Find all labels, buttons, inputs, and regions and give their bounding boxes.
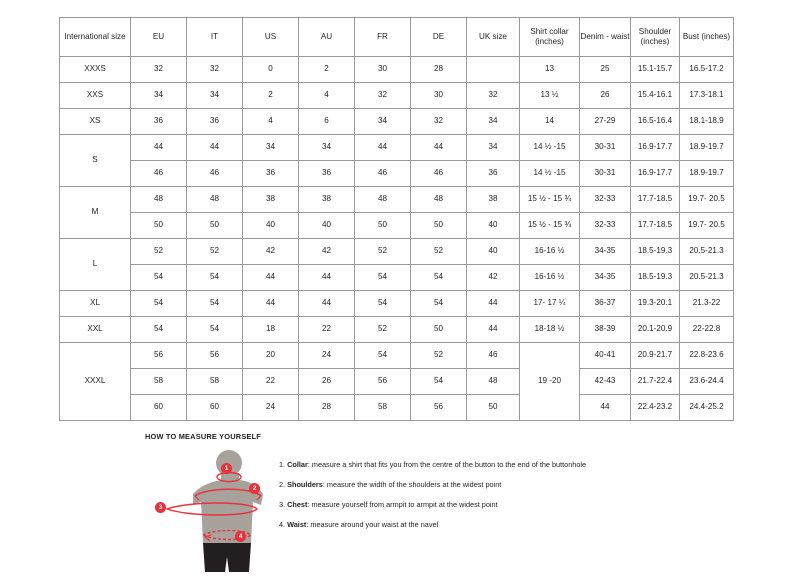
cell-it: 44 [187,135,243,161]
cell-uk: 42 [467,265,520,291]
cell-fr: 52 [355,317,411,343]
step-number: 4. [279,520,286,530]
column-header-de: DE [411,18,467,57]
cell-denim: 32-33 [580,187,631,213]
cell-au: 22 [299,317,355,343]
cell-uk [467,57,520,83]
size-label-cell: M [60,187,131,239]
cell-de: 30 [411,83,467,109]
cell-uk: 34 [467,109,520,135]
cell-it: 58 [187,369,243,395]
cell-it: 54 [187,291,243,317]
table-row [60,213,734,239]
column-header-au: AU [299,18,355,57]
cell-shoulder: 15.4-16.1 [631,83,680,109]
cell-us: 34 [243,135,299,161]
cell-denim: 25 [580,57,631,83]
cell-bust: 18.9-19.7 [680,135,734,161]
column-header-shirt-collar: Shirt collar (inches) [520,18,580,57]
cell-us: 2 [243,83,299,109]
cell-collar: 16-16 ½ [520,239,580,265]
cell-us: 36 [243,161,299,187]
cell-au: 6 [299,109,355,135]
list-item [279,481,586,489]
cell-au: 28 [299,395,355,421]
step-label: Shoulders [287,480,323,490]
step-text: : measure a shirt that fits you from the centre of the button to the end of the buttonhole [307,460,587,469]
cell-de: 28 [411,57,467,83]
cell-au: 2 [299,57,355,83]
cell-bust: 21.3-22 [680,291,734,317]
cell-collar: 15 ½ - 15 ¾ [520,213,580,239]
cell-de: 50 [411,213,467,239]
cell-collar: 15 ½ - 15 ¾ [520,187,580,213]
column-header-eu: EU [131,18,187,57]
cell-fr: 54 [355,343,411,369]
cell-au: 34 [299,135,355,161]
cell-it: 54 [187,317,243,343]
cell-us: 44 [243,291,299,317]
size-label-cell: XL [60,291,131,317]
cell-denim: 44 [580,395,631,421]
table-row [60,343,734,369]
cell-de: 48 [411,187,467,213]
cell-fr: 58 [355,395,411,421]
step-number: 1. [279,460,286,469]
cell-de: 56 [411,395,467,421]
cell-au: 4 [299,83,355,109]
cell-eu: 36 [131,109,187,135]
cell-fr: 46 [355,161,411,187]
size-label-cell: XXXL [60,343,131,421]
marker-3-chest: 3 [155,502,166,513]
column-header-shoulder: Shoulder (inches) [631,18,680,57]
column-header-fr: FR [355,18,411,57]
cell-de: 54 [411,291,467,317]
cell-bust: 20.5-21.3 [680,239,734,265]
cell-us: 18 [243,317,299,343]
table-row [60,135,734,161]
table-row [60,57,734,83]
cell-bust: 19.7- 20.5 [680,187,734,213]
cell-fr: 56 [355,369,411,395]
cell-collar: 13 [520,57,580,83]
cell-us: 24 [243,395,299,421]
cell-eu: 50 [131,213,187,239]
table-row [60,265,734,291]
marker-2-shoulders: 2 [249,483,260,494]
cell-it: 48 [187,187,243,213]
cell-fr: 48 [355,187,411,213]
table-header-row [60,18,734,57]
cell-bust: 18.9-19.7 [680,161,734,187]
cell-uk: 40 [467,239,520,265]
marker-1-collar: 1 [221,463,232,474]
cell-au: 24 [299,343,355,369]
cell-au: 40 [299,213,355,239]
cell-au: 44 [299,265,355,291]
cell-bust: 18.1-18.9 [680,109,734,135]
cell-us: 40 [243,213,299,239]
cell-denim: 36-37 [580,291,631,317]
cell-us: 0 [243,57,299,83]
cell-bust: 17.3-18.1 [680,83,734,109]
cell-de: 54 [411,265,467,291]
step-text: : measure around your waist at the navel [306,520,439,530]
cell-fr: 50 [355,213,411,239]
cell-denim: 42-43 [580,369,631,395]
cell-eu: 60 [131,395,187,421]
table-row [60,369,734,395]
cell-au: 26 [299,369,355,395]
column-header-it: IT [187,18,243,57]
cell-it: 34 [187,83,243,109]
cell-collar: 14 ½ -15 [520,135,580,161]
cell-denim: 27-29 [580,109,631,135]
cell-bust: 23.6-24.4 [680,369,734,395]
cell-it: 60 [187,395,243,421]
cell-uk: 44 [467,317,520,343]
body-diagram [145,447,265,572]
cell-uk: 46 [467,343,520,369]
cell-bust: 22.8-23.6 [680,343,734,369]
cell-shoulder: 18.5-19.3 [631,265,680,291]
cell-denim: 30-31 [580,135,631,161]
cell-bust: 22-22.8 [680,317,734,343]
cell-uk: 38 [467,187,520,213]
step-number: 2. [279,480,286,490]
cell-it: 32 [187,57,243,83]
cell-shoulder: 15.1-15.7 [631,57,680,83]
cell-eu: 54 [131,265,187,291]
size-label-cell: XXXS [60,57,131,83]
list-item [279,461,586,469]
cell-eu: 54 [131,291,187,317]
cell-collar: 18-18 ½ [520,317,580,343]
table-row [60,395,734,421]
cell-de: 44 [411,135,467,161]
cell-it: 46 [187,161,243,187]
cell-fr: 34 [355,109,411,135]
cell-denim: 32-33 [580,213,631,239]
step-label: Chest [287,500,308,510]
cell-denim: 38-39 [580,317,631,343]
cell-au: 38 [299,187,355,213]
step-label: Collar [287,460,308,469]
size-label-cell: XXS [60,83,131,109]
cell-it: 52 [187,239,243,265]
cell-collar: 16-16 ½ [520,265,580,291]
cell-collar: 17- 17 ¼ [520,291,580,317]
cell-denim: 30-31 [580,161,631,187]
cell-shoulder: 17.7-18.5 [631,187,680,213]
cell-collar: 14 ½ -15 [520,161,580,187]
cell-us: 44 [243,265,299,291]
cell-it: 50 [187,213,243,239]
cell-shoulder: 16.9-17.7 [631,135,680,161]
list-item [279,521,586,529]
column-header-denim-waist: Denim - waist [580,18,631,57]
how-to-measure-body [145,447,745,572]
cell-de: 54 [411,369,467,395]
cell-eu: 48 [131,187,187,213]
cell-de: 50 [411,317,467,343]
step-number: 3. [279,500,286,510]
step-text: : measure yourself from armpit to armpit at the widest point [307,500,498,510]
cell-de: 32 [411,109,467,135]
cell-us: 42 [243,239,299,265]
cell-collar: 13 ½ [520,83,580,109]
cell-eu: 44 [131,135,187,161]
cell-uk: 32 [467,83,520,109]
cell-collar: 14 [520,109,580,135]
cell-fr: 54 [355,265,411,291]
cell-eu: 58 [131,369,187,395]
cell-au: 42 [299,239,355,265]
table-row [60,109,734,135]
marker-4-waist: 4 [235,531,246,542]
cell-eu: 56 [131,343,187,369]
cell-eu: 34 [131,83,187,109]
table-row [60,317,734,343]
cell-eu: 54 [131,317,187,343]
table-row [60,239,734,265]
cell-us: 38 [243,187,299,213]
table-row [60,83,734,109]
cell-us: 22 [243,369,299,395]
cell-fr: 32 [355,83,411,109]
cell-it: 54 [187,265,243,291]
list-item [279,501,586,509]
cell-fr: 52 [355,239,411,265]
table-row [60,187,734,213]
column-header-bust: Bust (inches) [680,18,734,57]
cell-uk: 40 [467,213,520,239]
step-label: Waist [287,520,307,530]
size-label-cell: S [60,135,131,187]
cell-collar: 19 -20 [520,343,580,421]
cell-eu: 52 [131,239,187,265]
cell-fr: 44 [355,135,411,161]
cell-shoulder: 20.9-21.7 [631,343,680,369]
cell-us: 20 [243,343,299,369]
cell-bust: 19.7- 20.5 [680,213,734,239]
measurement-steps-list [279,461,586,541]
cell-shoulder: 21.7-22.4 [631,369,680,395]
size-label-cell: XXL [60,317,131,343]
size-label-cell: XS [60,109,131,135]
cell-de: 46 [411,161,467,187]
size-label-cell: L [60,239,131,291]
step-text: : measure the width of the shoulders at the widest point [322,480,502,490]
cell-shoulder: 18.5-19.3 [631,239,680,265]
cell-us: 4 [243,109,299,135]
cell-de: 52 [411,343,467,369]
cell-denim: 34-35 [580,265,631,291]
cell-shoulder: 16.9-17.7 [631,161,680,187]
column-header-us: US [243,18,299,57]
column-header-international-size: International size [60,18,131,57]
column-header-uk-size: UK size [467,18,520,57]
cell-uk: 44 [467,291,520,317]
cell-shoulder: 20.1-20.9 [631,317,680,343]
cell-de: 52 [411,239,467,265]
cell-shoulder: 17.7-18.5 [631,213,680,239]
how-to-measure-title: HOW TO MEASURE YOURSELF [145,432,262,441]
cell-au: 44 [299,291,355,317]
table-row [60,291,734,317]
cell-shoulder: 16.5-16.4 [631,109,680,135]
cell-fr: 30 [355,57,411,83]
cell-shoulder: 19.3-20.1 [631,291,680,317]
size-chart-table [59,17,734,421]
how-to-measure-section [145,432,745,572]
cell-uk: 48 [467,369,520,395]
cell-fr: 54 [355,291,411,317]
cell-eu: 32 [131,57,187,83]
cell-denim: 26 [580,83,631,109]
cell-it: 36 [187,109,243,135]
table-row [60,161,734,187]
cell-au: 36 [299,161,355,187]
cell-bust: 16.5-17.2 [680,57,734,83]
cell-denim: 34-35 [580,239,631,265]
cell-uk: 50 [467,395,520,421]
cell-uk: 34 [467,135,520,161]
cell-shoulder: 22.4-23.2 [631,395,680,421]
cell-it: 56 [187,343,243,369]
cell-bust: 20.5-21.3 [680,265,734,291]
cell-eu: 46 [131,161,187,187]
cell-uk: 36 [467,161,520,187]
cell-bust: 24.4-25.2 [680,395,734,421]
cell-denim: 40-41 [580,343,631,369]
